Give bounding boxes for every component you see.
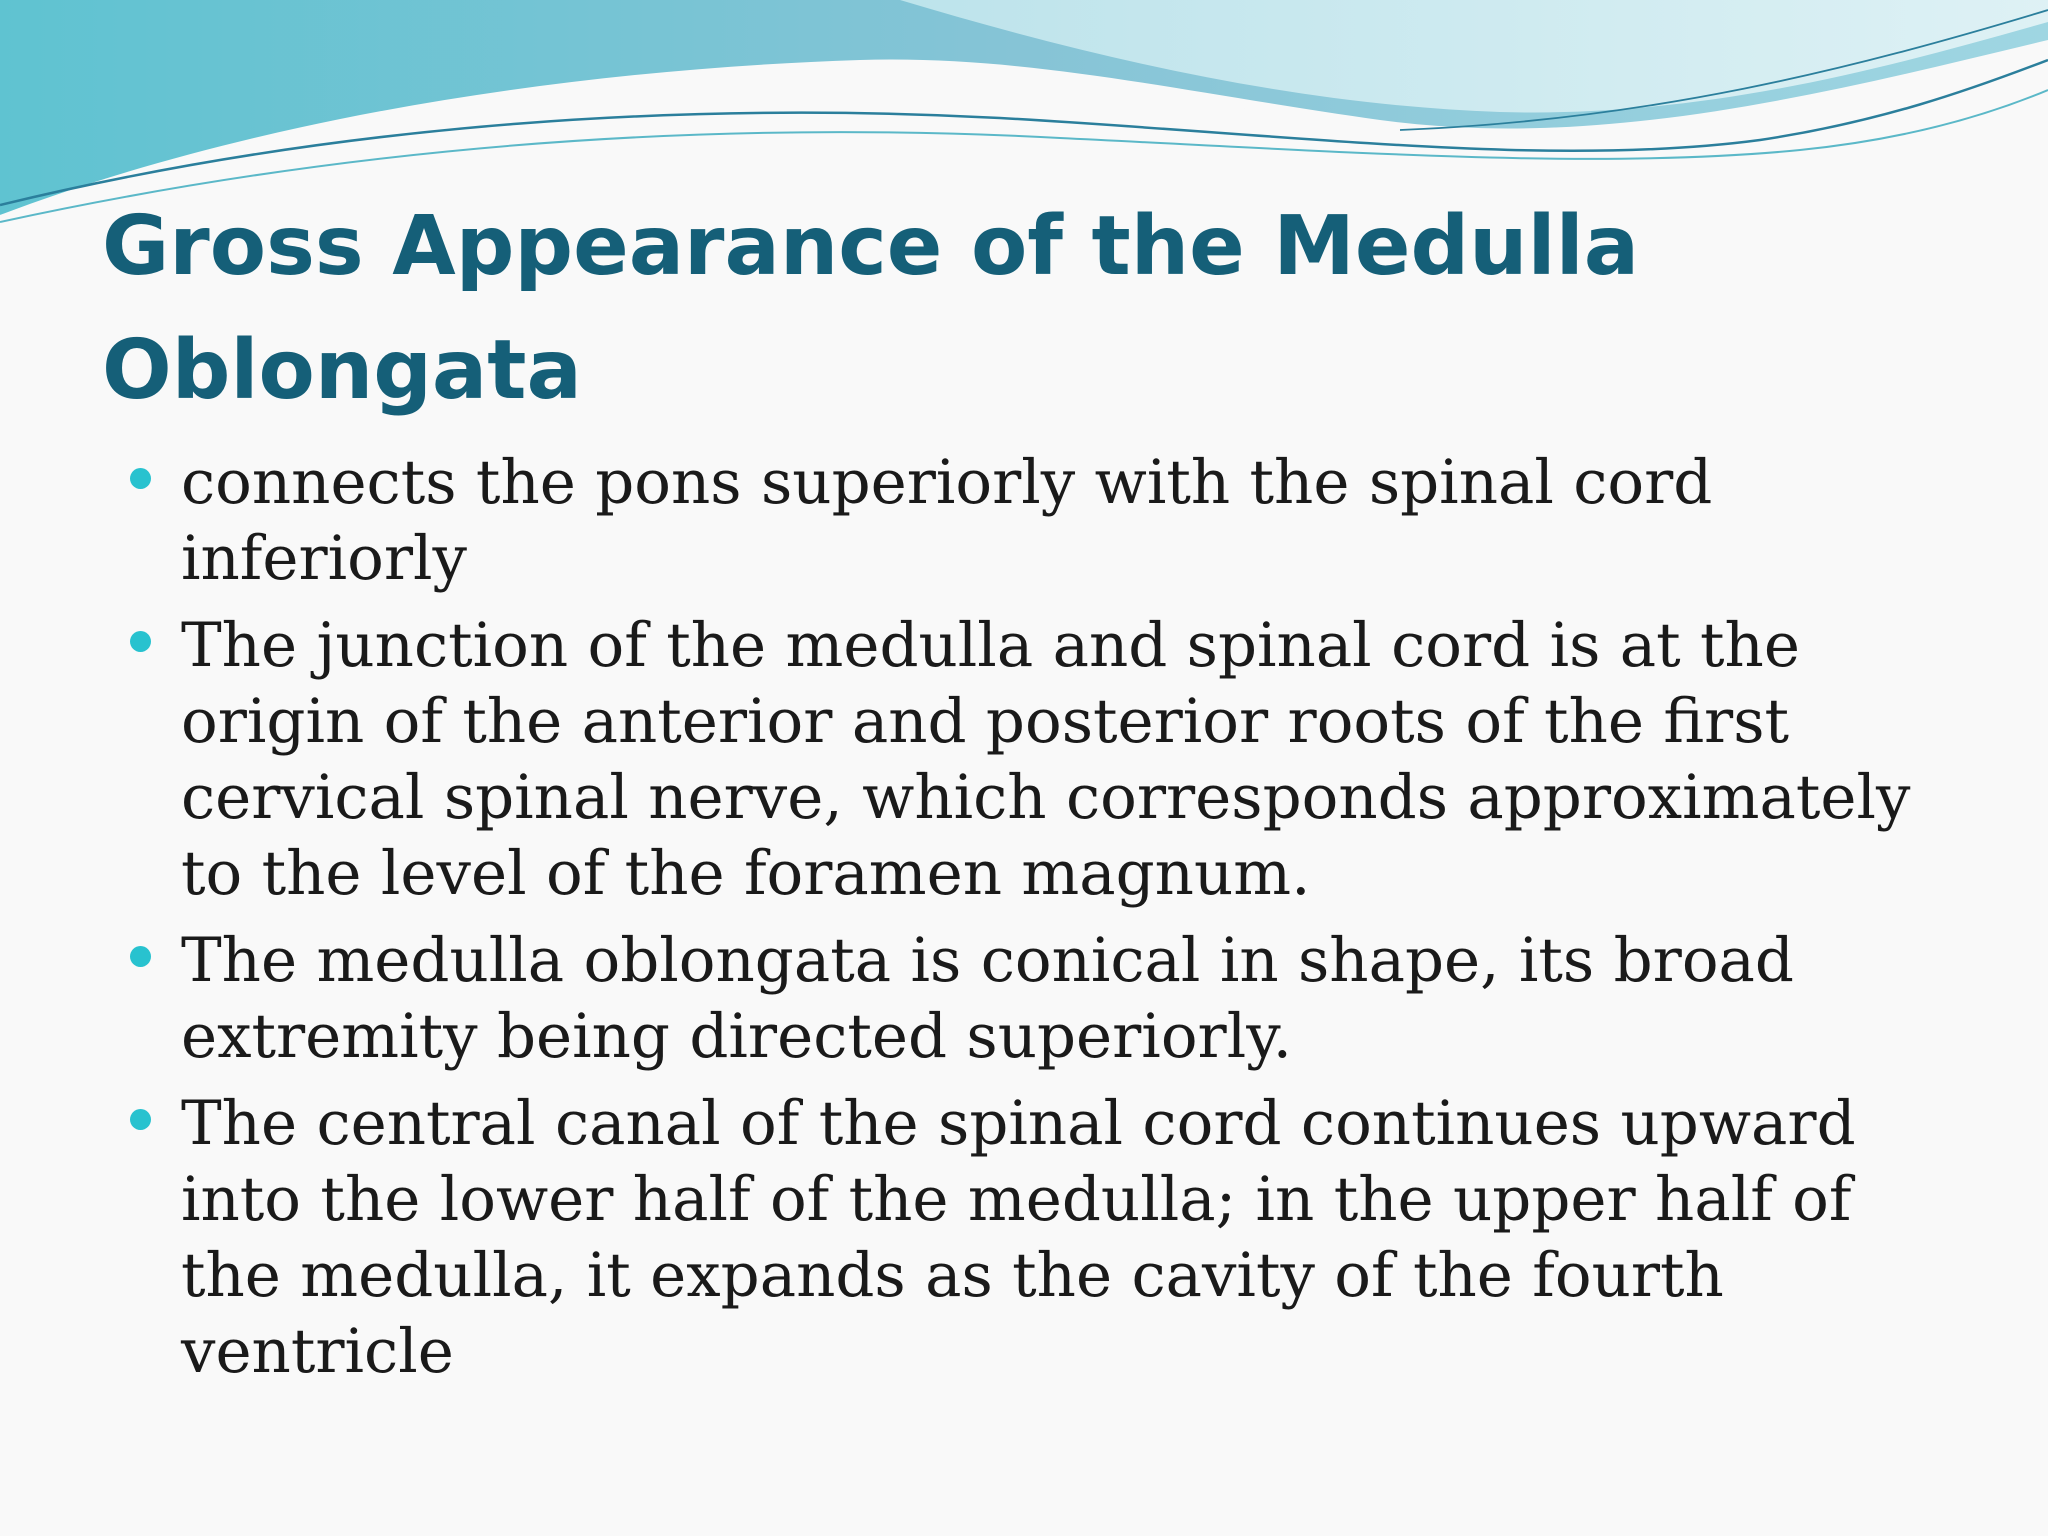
slide-title: Gross Appearance of the Medulla Oblongata	[102, 199, 1640, 418]
bullet-dot-icon	[130, 1109, 151, 1130]
bullet-dot-icon	[130, 946, 151, 967]
bullet-text: The central canal of the spinal cord continues upward into the lower half of the medulla; in the upper half of the medulla, it expands as the cavity of the fourth ventricle	[181, 1088, 1856, 1387]
bullet-text: The junction of the medulla and spinal cord is at the origin of the anterior and posterior roots of the first cervical spinal nerve, which corresponds approximately to the level of the foramen magnum.	[181, 610, 1911, 909]
bullet-list	[130, 445, 1930, 1401]
bullet-item	[130, 1086, 1930, 1390]
bullet-dot-icon	[130, 468, 151, 489]
bullet-item	[130, 608, 1930, 912]
bullet-text: connects the pons superiorly with the spinal cord inferiorly	[181, 447, 1713, 594]
bullet-item	[130, 445, 1930, 597]
bullet-dot-icon	[130, 631, 151, 652]
bullet-item	[130, 923, 1930, 1075]
bullet-text: The medulla oblongata is conical in shape, its broad extremity being directed superiorly.	[181, 925, 1794, 1072]
